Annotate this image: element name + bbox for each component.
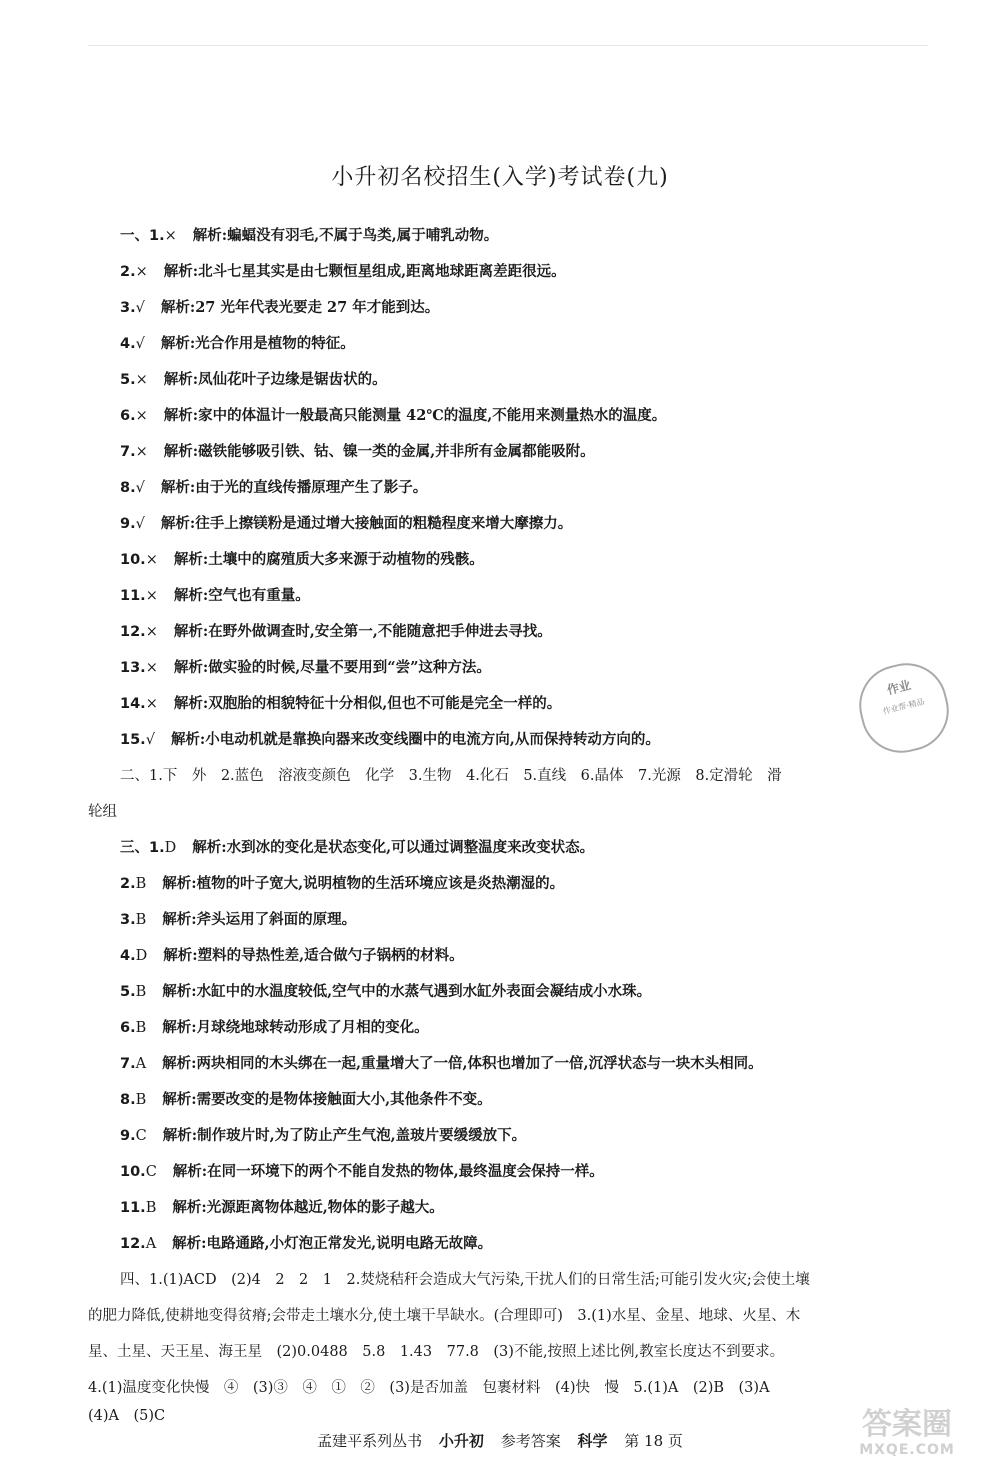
answer-line: 2.× 解析:北斗七星其实是由七颗恒星组成,距离地球距离差距很远。	[120, 263, 566, 280]
answer-line: 4.D 解析:塑料的导热性差,适合做勺子锅柄的材料。	[120, 947, 464, 964]
top-rule	[88, 45, 928, 46]
answer-line: 12.× 解析:在野外做调查时,安全第一,不能随意把手伸进去寻找。	[120, 623, 552, 640]
answer-line: 7.× 解析:磁铁能够吸引铁、钴、镍一类的金属,并非所有金属都能吸附。	[120, 443, 595, 460]
answer-line: 3.√ 解析:27 光年代表光要走 27 年才能到达。	[120, 299, 440, 316]
answer-line: 2.B 解析:植物的叶子宽大,说明植物的生活环境应该是炎热潮湿的。	[120, 875, 565, 892]
answer-line: 10.× 解析:土壤中的腐殖质大多来源于动植物的残骸。	[120, 551, 484, 568]
footer-answers: 参考答案	[500, 1432, 561, 1450]
section4-line: 四、1.(1)ACD (2)4 2 2 1 2.焚烧秸秆会造成大气污染,干扰人们的日常生活;可能引发火灾;会使土壤	[120, 1272, 810, 1288]
footer-level: 小升初	[438, 1432, 484, 1450]
answer-line: 6.× 解析:家中的体温计一般最高只能测量 42℃的温度,不能用来测量热水的温度。	[120, 407, 667, 424]
section4-line: 的肥力降低,使耕地变得贫瘠;会带走土壤水分,使土壤干旱缺水。(合理即可) 3.(1)水星、金星、地球、火星、木	[88, 1308, 801, 1324]
answer-line: 一、1.× 解析:蝙蝠没有羽毛,不属于鸟类,属于哺乳动物。	[120, 227, 499, 244]
answer-line: 13.× 解析:做实验的时候,尽量不要用到“尝”这种方法。	[120, 659, 491, 676]
watermark-logo	[832, 1408, 982, 1466]
answer-line: 9.√ 解析:往手上擦镁粉是通过增大接触面的粗糙程度来增大摩擦力。	[120, 515, 573, 532]
answer-line: 6.B 解析:月球绕地球转动形成了月相的变化。	[120, 1019, 429, 1036]
page-title: 小升初名校招生(入学)考试卷(九)	[331, 165, 669, 190]
answer-line: 11.× 解析:空气也有重量。	[120, 587, 310, 604]
section2-line: 二、1.下 外 2.蓝色 溶液变颜色 化学 3.生物 4.化石 5.直线 6.晶体 7.光源 8.定滑轮 滑	[120, 768, 782, 784]
section4-line: 4.(1)温度变化快慢 ④ (3)③ ④ ① ② (3)是否加盖 包裹材料 (4)快 慢 5.(1)A (2)B (3)A	[88, 1380, 770, 1396]
answer-line: 3.B 解析:斧头运用了斜面的原理。	[120, 911, 357, 928]
answer-line: 4.√ 解析:光合作用是植物的特征。	[120, 335, 355, 352]
answer-line: 11.B 解析:光源距离物体越近,物体的影子越大。	[120, 1199, 444, 1216]
answer-line: 5.× 解析:凤仙花叶子边缘是锯齿状的。	[120, 371, 387, 388]
answer-line: 7.A 解析:两块相同的木头绑在一起,重量增大了一倍,体积也增加了一倍,沉浮状态与一块木头相同。	[120, 1055, 763, 1072]
footer-page: 第 18 页	[624, 1432, 683, 1450]
footer-subject: 科学	[577, 1432, 608, 1450]
answer-line: 14.× 解析:双胞胎的相貌特征十分相似,但也不可能是完全一样的。	[120, 695, 562, 712]
stamp-logo	[851, 655, 958, 762]
answer-line: 5.B 解析:水缸中的水温度较低,空气中的水蒸气遇到水缸外表面会凝结成小水珠。	[120, 983, 652, 1000]
stamp-line1: 作业	[885, 677, 913, 698]
section4-line: (4)A (5)C	[88, 1408, 166, 1424]
footer-series: 孟建平系列丛书	[317, 1432, 423, 1450]
watermark-line1: 答案圈	[862, 1407, 952, 1442]
answer-line: 8.√ 解析:由于光的直线传播原理产生了影子。	[120, 479, 428, 496]
section4-line: 星、土星、天王星、海王星 (2)0.0488 5.8 1.43 77.8 (3)不能,按照上述比例,教室长度达不到要求。	[88, 1344, 785, 1360]
answer-line: 10.C 解析:在同一环境下的两个不能自发热的物体,最终温度会保持一样。	[120, 1163, 604, 1180]
section2-line: 轮组	[88, 804, 117, 820]
answer-line: 12.A 解析:电路通路,小灯泡正常发光,说明电路无故障。	[120, 1235, 493, 1252]
stamp-line2: 作业帮·精品	[881, 697, 926, 717]
answer-line: 15.√ 解析:小电动机就是靠换向器来改变线圈中的电流方向,从而保持转动方向的。	[120, 731, 660, 748]
watermark-line2: MXQE.COM	[859, 1442, 955, 1458]
answer-line: 三、1.D 解析:水到冰的变化是状态变化,可以通过调整温度来改变状态。	[120, 839, 595, 856]
answer-line: 9.C 解析:制作玻片时,为了防止产生气泡,盖玻片要缓缓放下。	[120, 1127, 527, 1144]
answer-line: 8.B 解析:需要改变的是物体接触面大小,其他条件不变。	[120, 1091, 492, 1108]
